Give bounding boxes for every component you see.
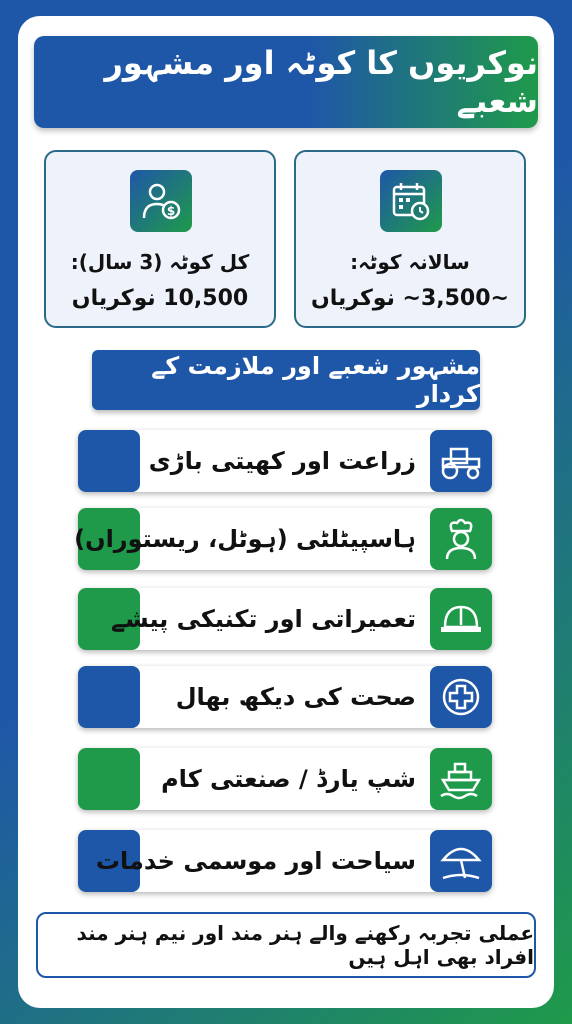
sector-label: تعمیراتی اور تکنیکی پیشے	[110, 605, 416, 633]
checkbox-square	[78, 666, 140, 728]
total-quota-label: کل کوٹہ (3 سال):	[70, 250, 250, 274]
total-quota-card	[44, 150, 276, 328]
beach-umbrella-icon	[430, 830, 492, 892]
sector-row-hospitality	[74, 508, 492, 570]
page-title: نوکریوں کا کوٹہ اور مشہور شعبے	[104, 44, 538, 120]
section-banner	[92, 350, 480, 410]
sector-label: سیاحت اور موسمی خدمات	[95, 847, 416, 875]
svg-text:$: $	[166, 204, 176, 218]
medical-cross-icon	[430, 666, 492, 728]
ship-icon	[430, 748, 492, 810]
title-banner	[34, 36, 538, 128]
calendar-icon	[380, 170, 442, 232]
eligibility-note	[36, 912, 536, 978]
total-quota-value: 10,500 نوکریاں	[71, 286, 249, 311]
annual-quota-label: سالانہ کوٹہ:	[350, 250, 470, 274]
annual-quota-card	[294, 150, 526, 328]
tractor-icon	[430, 430, 492, 492]
section-title: مشہور شعبے اور ملازمت کے کردار	[151, 352, 480, 408]
sector-row-tourism	[78, 830, 492, 892]
checkbox-square	[78, 748, 140, 810]
sector-label: ہاسپیٹلٹی (ہوٹل، ریستوراں)	[74, 525, 416, 553]
sector-label: صحت کی دیکھ بھال	[175, 683, 416, 711]
sector-row-healthcare	[78, 666, 492, 728]
sector-label: شپ یارڈ / صنعتی کام	[161, 765, 416, 793]
sector-label: زراعت اور کھیتی باڑی	[148, 447, 416, 475]
sector-row-shipyard	[78, 748, 492, 810]
hard-hat-icon	[430, 588, 492, 650]
chef-icon	[430, 508, 492, 570]
footer-text: عملی تجربہ رکھنے والے ہنر مند اور نیم ہنر مند افراد بھی اہل ہیں	[76, 921, 534, 969]
checkbox-square	[78, 430, 140, 492]
worker-money-icon	[130, 170, 192, 232]
sector-row-agriculture	[78, 430, 492, 492]
annual-quota-value: ~3,500~ نوکریاں	[311, 286, 509, 311]
sector-row-construction	[78, 588, 492, 650]
infographic-card	[18, 16, 554, 1008]
